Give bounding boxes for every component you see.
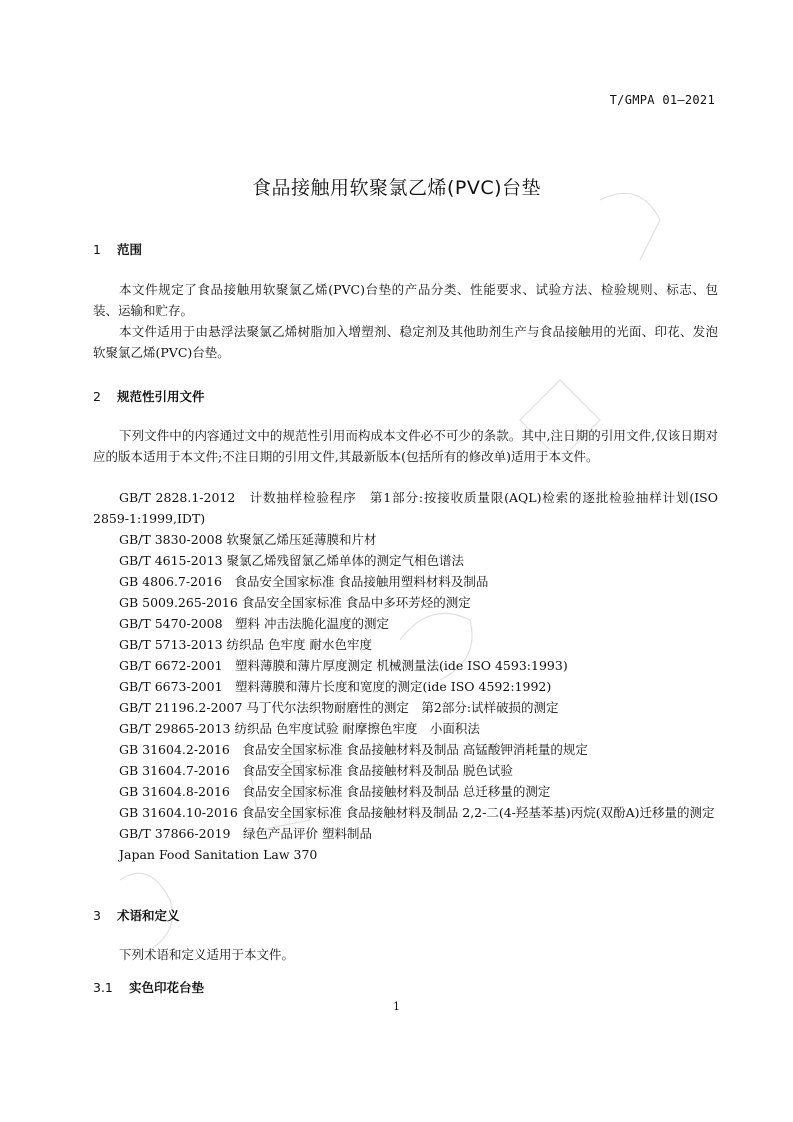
section-heading-1 <box>93 240 142 258</box>
reference-item: Japan Food Sanitation Law 370 <box>119 847 318 862</box>
reference-item: GB 31604.7-2016 食品安全国家标准 食品接触材料及制品 脱色试验 <box>119 763 513 778</box>
paragraph: 本文件适用于由悬浮法聚氯乙烯树脂加入增塑剂、稳定剂及其他助剂生产与食品接触用的光面、印花、发泡软聚氯乙烯(PVC)台垫。 <box>93 324 718 360</box>
reference-item: GB/T 5470-2008 塑料 冲击法脆化温度的测定 <box>119 616 390 631</box>
section-heading-3 <box>93 906 180 924</box>
section-title: 术语和定义 <box>117 908 180 923</box>
reference-item: GB/T 5713-2013 纺织品 色牢度 耐水色牢度 <box>119 637 372 652</box>
section-heading-2 <box>93 387 205 405</box>
reference-item: GB 5009.265-2016 食品安全国家标准 食品中多环芳烃的测定 <box>119 595 471 610</box>
section-number: 3 <box>93 908 101 923</box>
reference-item: GB/T 4615-2013 聚氯乙烯残留氯乙烯单体的测定气相色谱法 <box>119 553 465 568</box>
reference-item: GB 4806.7-2016 食品安全国家标准 食品接触用塑料材料及制品 <box>119 574 489 589</box>
reference-item: GB/T 2828.1-2012 计数抽样检验程序 第1部分:按接收质量限(AQL)检索的逐批检验抽样计划(ISO 2859-1:1999,IDT) <box>93 490 718 526</box>
reference-item: GB/T 37866-2019 绿色产品评价 塑料制品 <box>119 826 372 841</box>
reference-item: GB/T 21196.2-2007 马丁代尔法织物耐磨性的测定 第2部分:试样破损的测定 <box>119 700 559 715</box>
document-code: T/GMPA 01—2021 <box>609 93 715 107</box>
reference-item: GB 31604.2-2016 食品安全国家标准 食品接触材料及制品 高锰酸钾消耗量的规定 <box>119 742 588 757</box>
section-number: 1 <box>93 242 101 257</box>
subsection-number: 3.1 <box>93 980 113 995</box>
document-title: 食品接触用软聚氯乙烯(PVC)台垫 <box>251 177 542 199</box>
section-number: 2 <box>93 389 101 404</box>
reference-item: GB 31604.8-2016 食品安全国家标准 食品接触材料及制品 总迁移量的测定 <box>119 784 551 799</box>
subsection-heading-3-1 <box>93 978 204 996</box>
reference-item: GB/T 6673-2001 塑料薄膜和薄片长度和宽度的测定(ide ISO 4592:1992) <box>119 679 552 694</box>
paragraph: 下列术语和定义适用于本文件。 <box>119 947 295 962</box>
reference-list <box>93 487 718 865</box>
reference-item: GB 31604.10-2016 食品安全国家标准 食品接触材料及制品 2,2-二(4-羟基苯基)丙烷(双酚A)迁移量的测定 <box>119 805 715 820</box>
reference-item: GB/T 29865-2013 纺织品 色牢度试验 耐摩擦色牢度 小面积法 <box>119 721 480 736</box>
section-title: 范围 <box>117 242 143 257</box>
paragraph: 下列文件中的内容通过文中的规范性引用而构成本文件必不可少的条款。其中,注日期的引用文件,仅该日期对应的版本适用于本文件;不注日期的引用文件,其最新版本(包括所有的修改单)适用于本文件。 <box>93 428 718 464</box>
reference-item: GB/T 3830-2008 软聚氯乙烯压延薄膜和片材 <box>119 532 377 547</box>
section-title: 规范性引用文件 <box>117 389 205 404</box>
subsection-title: 实色印花台垫 <box>129 980 205 995</box>
paragraph: 本文件规定了食品接触用软聚氯乙烯(PVC)台垫的产品分类、性能要求、试验方法、检验规则、标志、包装、运输和贮存。 <box>93 282 718 318</box>
reference-item: GB/T 6672-2001 塑料薄膜和薄片厚度测定 机械测量法(ide ISO 4593:1993) <box>119 658 568 673</box>
page-number: 1 <box>393 1000 400 1013</box>
